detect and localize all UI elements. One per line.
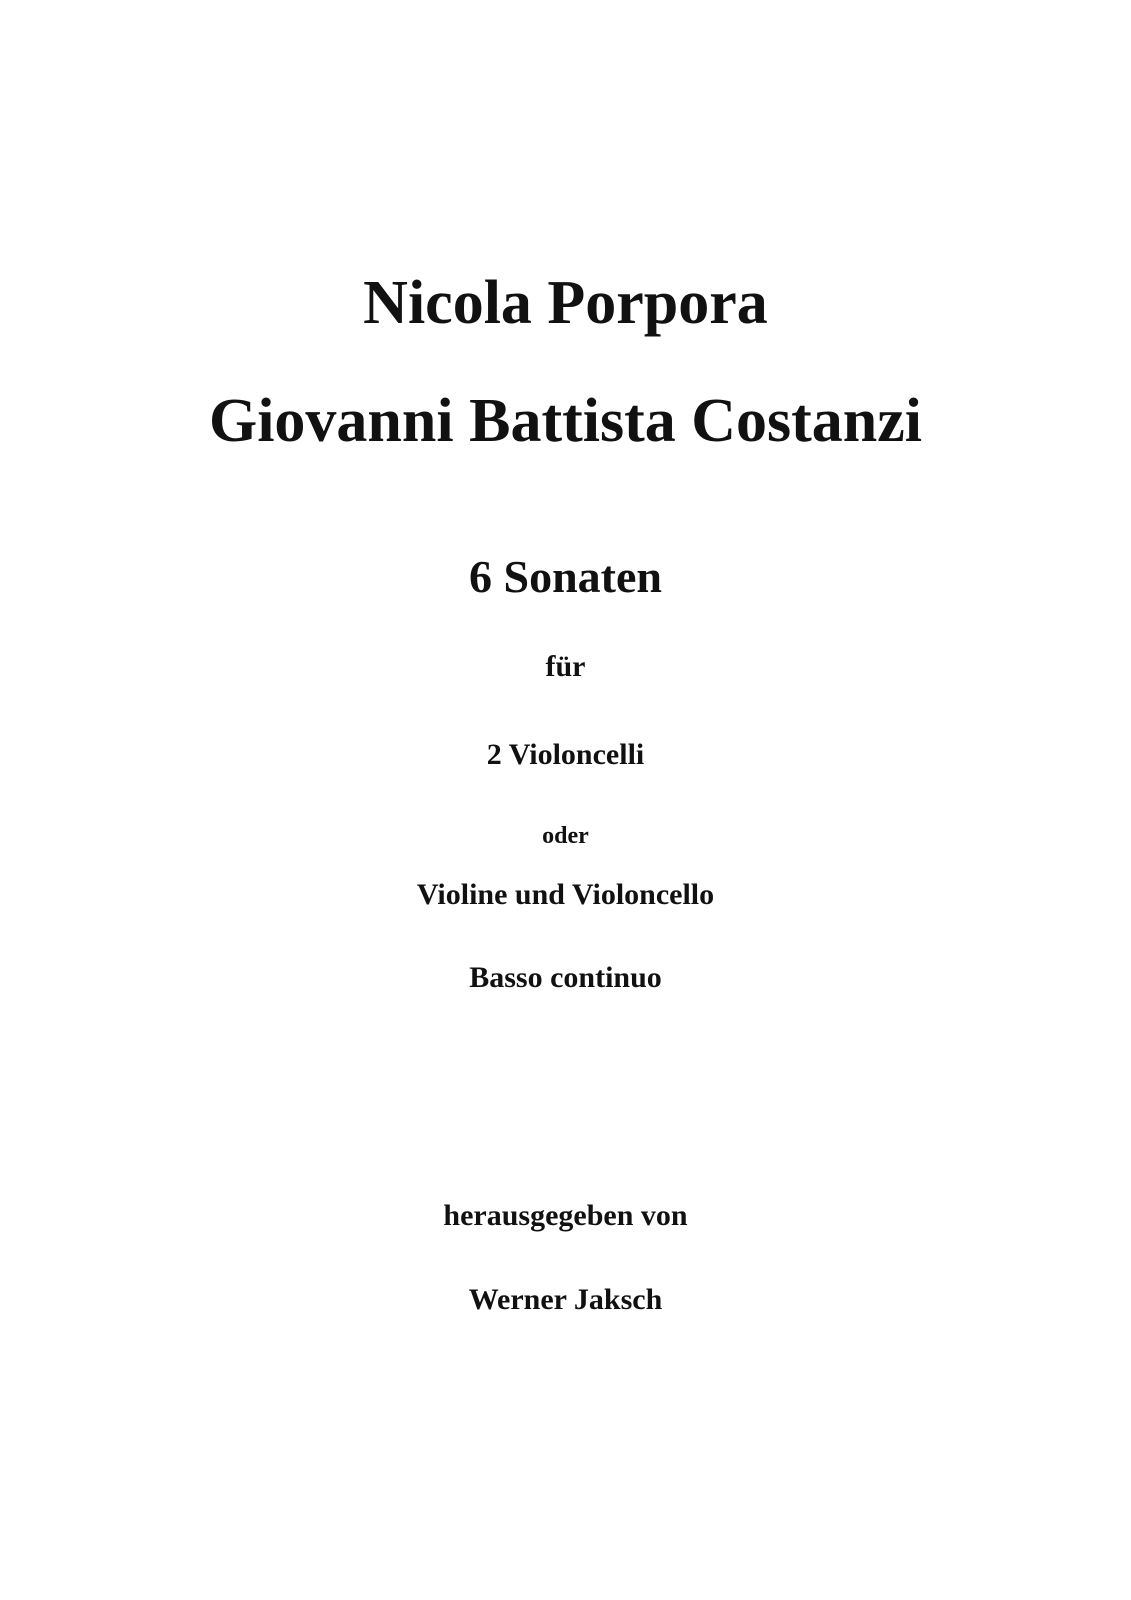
- editor-name: Werner Jaksch: [468, 1283, 663, 1316]
- preposition-text: für: [545, 650, 586, 683]
- continuo-text: Basso continuo: [469, 961, 662, 994]
- instrumentation-primary: 2 Violoncelli: [486, 738, 645, 771]
- composer-name-1: Nicola Porpora: [363, 269, 768, 337]
- conjunction-text: oder: [542, 823, 589, 849]
- editor-label: herausgegeben von: [443, 1199, 688, 1232]
- instrumentation-alternative: Violine und Violoncello: [416, 878, 715, 911]
- composer-name-2: Giovanni Battista Costanzi: [208, 387, 923, 455]
- work-title: 6 Sonaten: [469, 551, 662, 602]
